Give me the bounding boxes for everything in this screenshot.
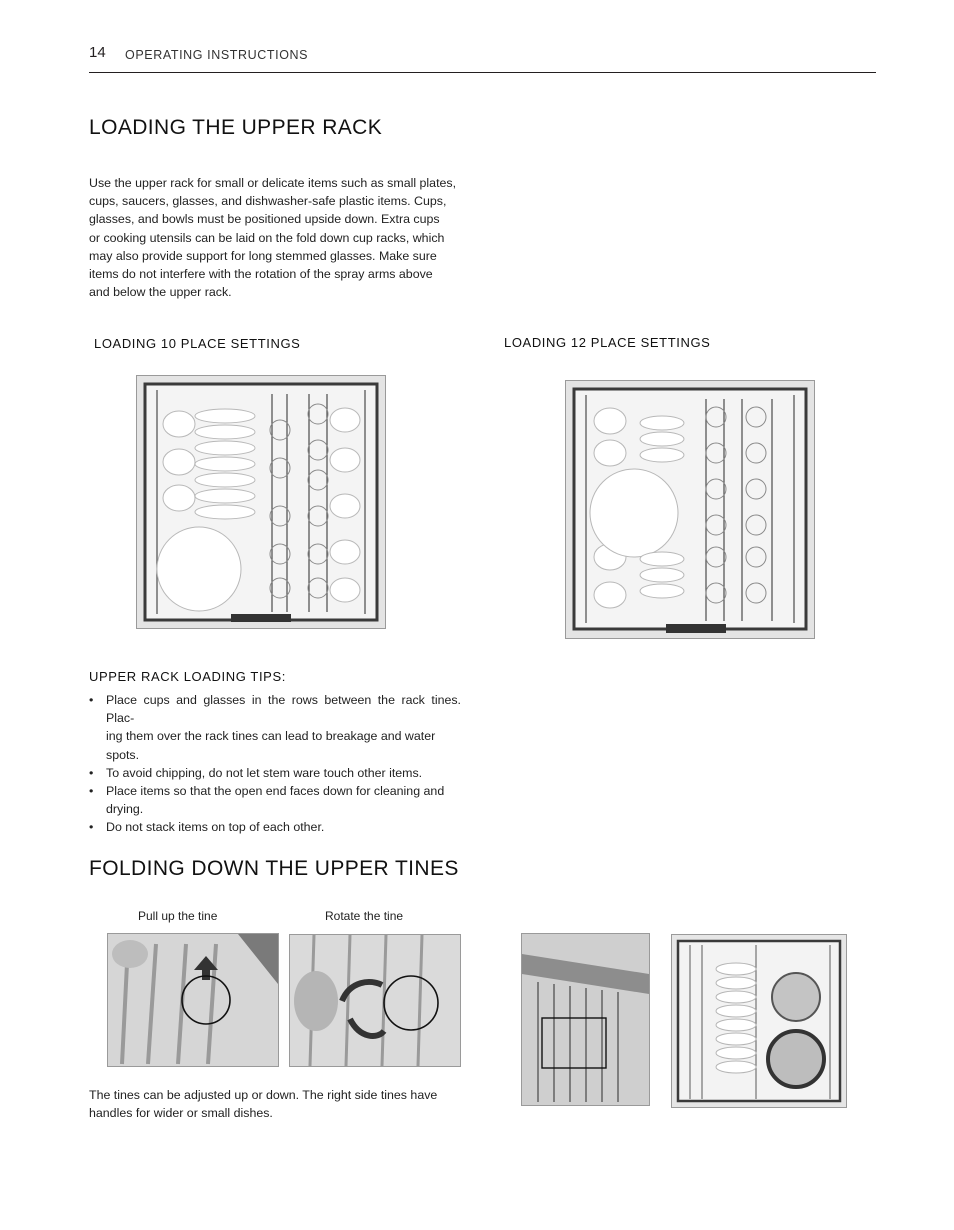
note-line: The tines can be adjusted up or down. The right side tines have [89,1088,438,1102]
tines-note [89,1086,461,1122]
bullet-marker: • [89,765,94,780]
rack-photo-12-settings [565,380,815,639]
photo-rack-with-pans [671,934,847,1108]
tip-line: drying. [106,802,144,817]
caption-rotate-tine: Rotate the tine [325,909,404,923]
intro-paragraph [89,174,461,301]
tip-line: Do not stack items on top of each other. [106,820,325,835]
intro-line: cups, saucers, glasses, and dishwasher-safe plastic items. Cups, [89,194,447,209]
tip-line: To avoid chipping, do not let stem ware touch other items. [106,765,423,780]
section-title-upper-rack: LOADING THE UPPER RACK [89,116,383,139]
caption-pull-tine: Pull up the tine [138,909,218,923]
photo-pull-tine [107,933,279,1067]
photo-tines-closeup [521,933,650,1106]
header-rule [89,72,876,73]
tip-item [89,691,461,764]
label-12-place-settings: LOADING 12 PLACE SETTINGS [504,335,711,350]
tip-item [89,782,461,818]
intro-line: items do not interfere with the rotation of the spray arms above [89,267,433,282]
tips-heading: UPPER RACK LOADING TIPS: [89,669,286,684]
tip-line: Place cups and glasses in the rows between the rack tines. Plac- [106,693,461,726]
tip-item [89,764,461,782]
bullet-marker: • [89,784,94,799]
rack-photo-10-settings [136,375,386,629]
label-10-place-settings: LOADING 10 PLACE SETTINGS [94,336,301,351]
photo-rotate-tine [289,934,461,1067]
intro-line: Use the upper rack for small or delicate items such as small plates, [89,176,457,190]
bullet-marker: • [89,693,94,707]
intro-line: glasses, and bowls must be positioned upside down. Extra cups [89,212,440,227]
running-head: OPERATING INSTRUCTIONS [125,48,309,62]
tip-line: ing them over the rack tines can lead to breakage and water [106,729,436,744]
bullet-marker: • [89,820,94,835]
note-line: handles for wider or small dishes. [89,1106,273,1121]
tip-line: Place items so that the open end faces down for cleaning and [106,784,445,799]
page-number: 14 [89,44,106,61]
tip-item [89,818,461,836]
intro-line: may also provide support for long stemmed glasses. Make sure [89,248,437,263]
intro-line: or cooking utensils can be laid on the fold down cup racks, which [89,230,445,245]
section-title-folding-tines: FOLDING DOWN THE UPPER TINES [89,857,459,880]
tip-line: spots. [106,747,140,762]
tips-list [89,691,461,837]
intro-line: and below the upper rack. [89,285,232,300]
